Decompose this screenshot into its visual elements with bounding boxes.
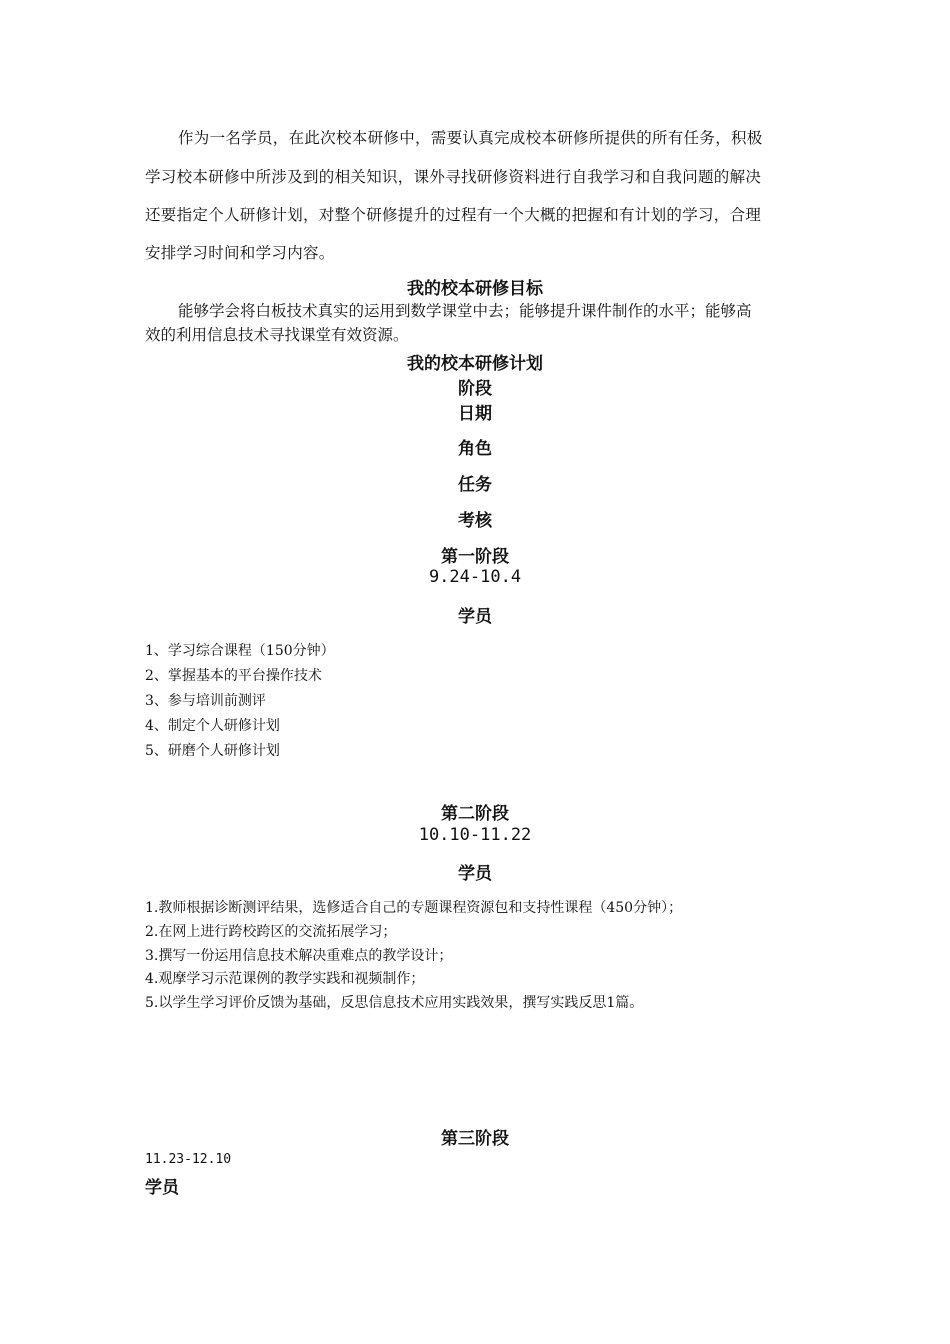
stage-name: 第二阶段 bbox=[441, 804, 509, 824]
task-item: 3、参与培训前测评 bbox=[145, 693, 266, 709]
intro-line: 作为一名学员，在此次校本研修中，需要认真完成校本研修所提供的所有任务，积极 bbox=[178, 129, 763, 147]
task-item: 2、掌握基本的平台操作技术 bbox=[145, 668, 322, 684]
task-item: 3.撰写一份运用信息技术解决重难点的教学设计； bbox=[145, 948, 453, 964]
intro-line: 还要指定个人研修计划，对整个研修提升的过程有一个大概的把握和有计划的学习，合理 bbox=[145, 206, 762, 224]
goal-title: 我的校本研修目标 bbox=[407, 279, 543, 299]
task-item: 4.观摩学习示范课例的教学实践和视频制作； bbox=[145, 971, 425, 987]
task-item: 1、学习综合课程（150分钟） bbox=[145, 643, 335, 659]
stage-date: 11.23-12.10 bbox=[145, 1152, 232, 1167]
task-item: 5、研磨个人研修计划 bbox=[145, 743, 280, 759]
plan-title: 我的校本研修计划 bbox=[407, 354, 543, 374]
stage-name: 第一阶段 bbox=[441, 547, 509, 567]
goal-line: 效的利用信息技术寻找课堂有效资源。 bbox=[145, 326, 409, 344]
intro-line: 学习校本研修中所涉及到的相关知识，课外寻找研修资料进行自我学习和自我问题的解决 bbox=[145, 168, 762, 186]
task-item: 5.以学生学习评价反馈为基础，反思信息技术应用实践效果，撰写实践反思1篇。 bbox=[145, 995, 644, 1011]
header-role: 角色 bbox=[458, 439, 492, 459]
header-assessment: 考核 bbox=[458, 511, 492, 531]
stage-role: 学员 bbox=[145, 1178, 179, 1198]
stage-date: 10.10-11.22 bbox=[418, 825, 532, 845]
stage-name: 第三阶段 bbox=[441, 1129, 509, 1149]
header-stage: 阶段 bbox=[458, 379, 492, 399]
task-item: 1.教师根据诊断测评结果，选修适合自己的专题课程资源包和支持性课程（450分钟）； bbox=[145, 900, 683, 916]
header-date: 日期 bbox=[458, 404, 492, 424]
task-item: 2.在网上进行跨校跨区的交流拓展学习； bbox=[145, 924, 397, 940]
header-task: 任务 bbox=[458, 475, 492, 495]
stage-date: 9.24-10.4 bbox=[428, 567, 522, 587]
stage-role: 学员 bbox=[458, 864, 492, 884]
goal-line: 能够学会将白板技术真实的运用到数学课堂中去；能够提升课件制作的水平；能够高 bbox=[178, 302, 752, 320]
task-item: 4、制定个人研修计划 bbox=[145, 718, 280, 734]
intro-line: 安排学习时间和学习内容。 bbox=[145, 244, 335, 262]
stage-role: 学员 bbox=[458, 607, 492, 627]
